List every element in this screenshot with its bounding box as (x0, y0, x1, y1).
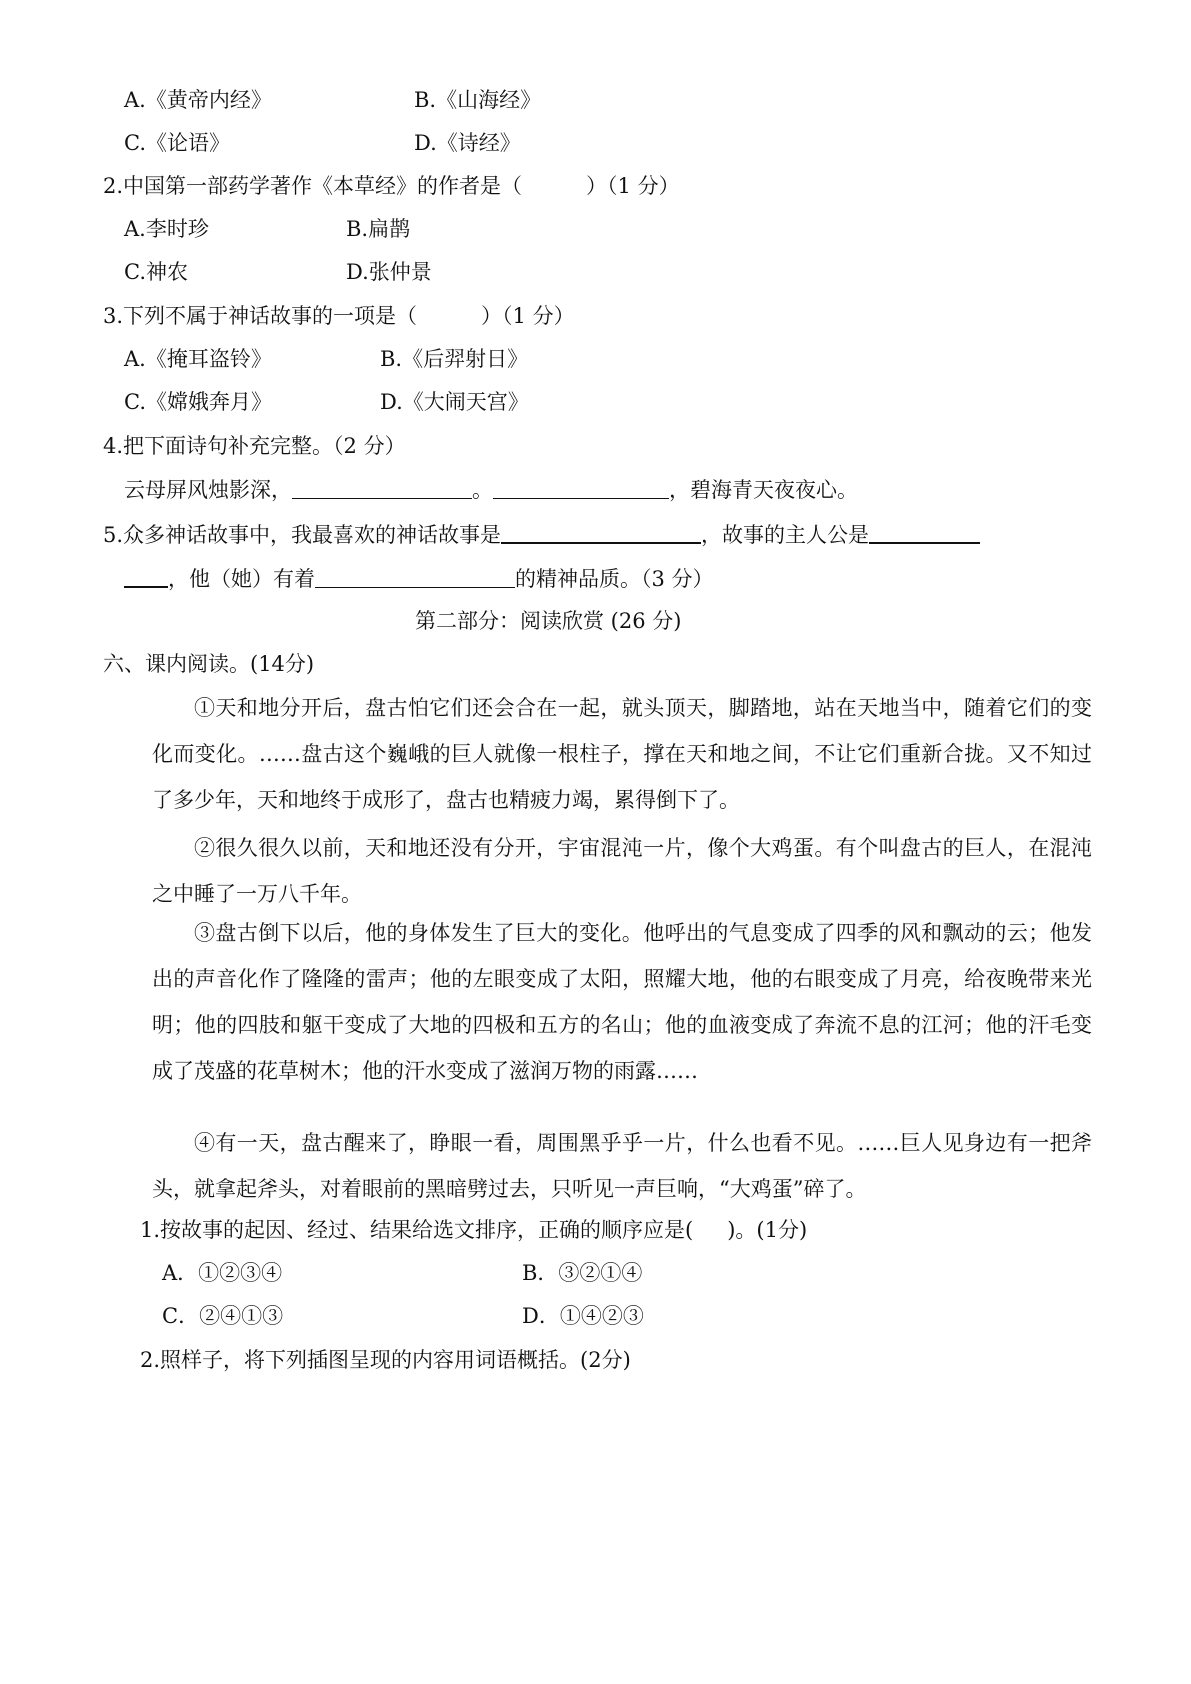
q5-blank-quality[interactable] (315, 565, 515, 588)
q1-option-c: C.《论语》 (124, 131, 230, 155)
q2-option-c: C.神农 (124, 260, 188, 284)
q5-part2: ，故事的主人公是 (701, 523, 870, 547)
q4-line-mid: 。 (472, 478, 493, 502)
q5-blank-hero-a[interactable] (869, 520, 980, 544)
q5-blank-story[interactable] (501, 520, 701, 544)
q3-option-a: A.《掩耳盗铃》 (124, 347, 272, 371)
reading-q1-stem-end: )。(1分) (727, 1218, 808, 1242)
q4-poem-line (124, 476, 858, 504)
q3-stem-text: 3.下列不属于神话故事的一项是（ (103, 304, 418, 328)
q3-option-d: D.《大闹天宫》 (380, 390, 529, 414)
reading-q1-option-c: C．②④①③ (162, 1304, 284, 1328)
q4-line-start: 云母屏风烛影深， (124, 478, 292, 502)
section2-title: 第二部分：阅读欣赏 (26 分) (415, 609, 682, 633)
q5-part1: 5.众多神话故事中，我最喜欢的神话故事是 (103, 523, 502, 547)
q3-stem (103, 302, 575, 330)
q5-part3: ，他（她）有着 (168, 567, 315, 591)
q3-option-c: C.《嫦娥奔月》 (124, 390, 272, 414)
q1-option-d: D.《诗经》 (414, 131, 521, 155)
q1-option-b: B.《山海经》 (414, 88, 542, 112)
reading-paragraph-2: ②很久很久以前，天和地还没有分开，宇宙混沌一片，像个大鸡蛋。有个叫盘古的巨人，在混沌之中睡了一万八千年。 (152, 836, 1092, 906)
q5-line-1 (103, 520, 980, 549)
reading-paragraph-3: ③盘古倒下以后，他的身体发生了巨大的变化。他呼出的气息变成了四季的风和飘动的云；他发出的声音化作了隆隆的雷声；他的左眼变成了太阳，照耀大地，他的右眼变成了月亮，给夜晚带来光明；他的四肢和躯干变成了大地的四极和五方的名山；他的血液变成了奔流不息的江河；他的汗毛变成了茂盛的花草树木；他的汗水变成了滋润万物的雨露…… (152, 921, 1092, 1083)
reading-q1-stem (140, 1216, 807, 1244)
q1-option-a: A.《黄帝内经》 (124, 88, 272, 112)
reading-q1-option-b: B．③②①④ (522, 1261, 643, 1285)
reading-paragraph-1: ①天和地分开后，盘古怕它们还会合在一起，就头顶天，脚踏地，站在天地当中，随着它们的变化而变化。……盘古这个巍峨的巨人就像一根柱子，撑在天和地之间，不让它们重新合拢。又不知过了多少年，天和地终于成形了，盘古也精疲力竭，累得倒下了。 (152, 696, 1092, 812)
q2-stem (103, 172, 680, 200)
reading-q1-option-a: A．①②③④ (162, 1261, 283, 1285)
q4-blank-2[interactable] (493, 476, 669, 499)
q3-stem-end: ）（1 分） (481, 304, 575, 328)
reading-heading: 六、课内阅读。(14分) (103, 652, 315, 676)
q2-option-b: B.扁鹊 (346, 217, 411, 241)
q4-blank-1[interactable] (292, 476, 472, 499)
q2-option-a: A.李时珍 (124, 217, 209, 241)
reading-paragraph-4: ④有一天，盘古醒来了，睁眼一看，周围黑乎乎一片，什么也看不见。……巨人见身边有一把斧头，就拿起斧头，对着眼前的黑暗劈过去，只听见一声巨响，“大鸡蛋”碎了。 (152, 1131, 1092, 1201)
q5-part4: 的精神品质。（3 分） (515, 567, 714, 591)
reading-q1-option-d: D．①④②③ (522, 1304, 644, 1328)
q2-option-d: D.张仲景 (346, 260, 432, 284)
q4-stem: 4.把下面诗句补充完整。（2 分） (103, 434, 406, 458)
q5-blank-hero-b[interactable] (124, 564, 168, 588)
q4-line-end: ，碧海青天夜夜心。 (669, 478, 858, 502)
reading-q1-stem-text: 1.按故事的起因、经过、结果给选文排序，正确的顺序应是( (140, 1218, 694, 1242)
q2-stem-end: ）（1 分） (586, 174, 680, 198)
q2-stem-text: 2.中国第一部药学著作《本草经》的作者是（ (103, 174, 523, 198)
reading-q2-stem: 2.照样子，将下列插图呈现的内容用词语概括。(2分) (140, 1348, 631, 1372)
q3-option-b: B.《后羿射日》 (380, 347, 529, 371)
q5-line-2 (124, 564, 714, 593)
